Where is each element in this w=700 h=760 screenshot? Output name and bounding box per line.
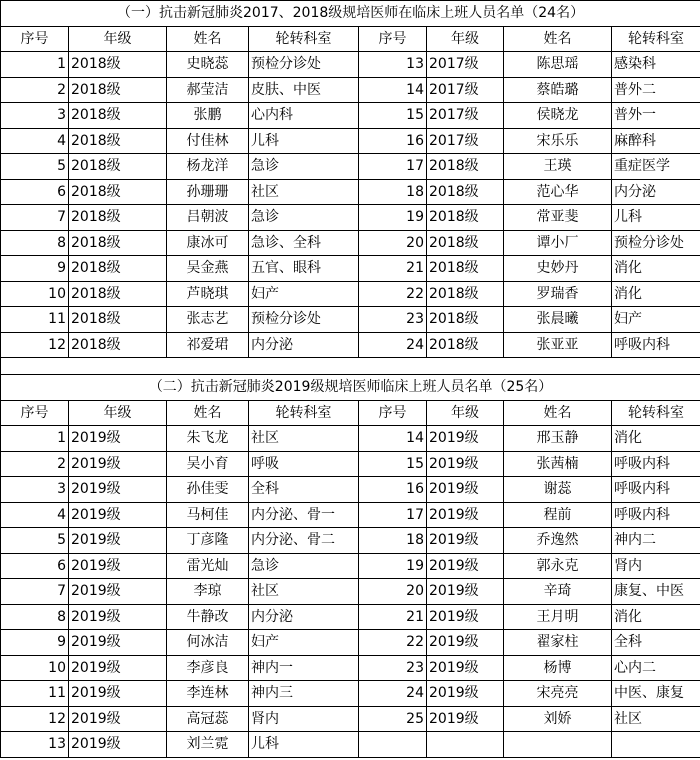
department-cell: 儿科	[249, 732, 359, 758]
column-header: 年级	[427, 400, 504, 426]
grade-cell: 2018级	[427, 307, 504, 333]
department-cell: 妇产	[249, 281, 359, 307]
department-cell: 重症医学	[612, 154, 700, 180]
row-number: 22	[359, 281, 427, 307]
department-cell: 急诊	[249, 205, 359, 231]
row-number: 8	[1, 230, 69, 256]
name-cell: 李连林	[167, 681, 249, 707]
row-number: 19	[359, 553, 427, 579]
header-row	[1, 400, 700, 426]
department-cell: 社区	[249, 579, 359, 605]
grade-cell: 2019级	[427, 579, 504, 605]
department-cell: 消化	[612, 256, 700, 282]
row-number: 10	[1, 281, 69, 307]
table-row	[1, 307, 700, 333]
name-cell: 张鹏	[167, 103, 249, 129]
row-number: 5	[1, 154, 69, 180]
row-number: 15	[359, 103, 427, 129]
row-number: 21	[359, 604, 427, 630]
grade-cell: 2019级	[69, 426, 167, 452]
name-cell: 芦晓琪	[167, 281, 249, 307]
name-cell: 丁彦隆	[167, 528, 249, 554]
column-header: 轮转科室	[249, 400, 359, 426]
name-cell: 翟家柱	[504, 630, 612, 656]
row-number: 23	[359, 307, 427, 333]
row-number: 19	[359, 205, 427, 231]
row-number: 14	[359, 77, 427, 103]
row-number: 14	[359, 426, 427, 452]
row-number: 12	[1, 332, 69, 358]
table-row	[1, 103, 700, 129]
column-header: 姓名	[504, 400, 612, 426]
department-cell: 感染科	[612, 52, 700, 78]
table-row	[1, 281, 700, 307]
name-cell: 刘娇	[504, 706, 612, 732]
name-cell: 何冰洁	[167, 630, 249, 656]
grade-cell: 2018级	[69, 77, 167, 103]
name-cell: 牛静改	[167, 604, 249, 630]
name-cell: 孙佳雯	[167, 477, 249, 503]
table-row	[1, 154, 700, 180]
department-cell: 神内二	[612, 528, 700, 554]
row-number: 6	[1, 179, 69, 205]
table-row	[1, 77, 700, 103]
name-cell: 范心华	[504, 179, 612, 205]
department-cell: 肾内	[249, 706, 359, 732]
department-cell: 全科	[612, 630, 700, 656]
department-cell: 预检分诊处	[612, 230, 700, 256]
grade-cell: 2018级	[427, 281, 504, 307]
grade-cell: 2018级	[427, 179, 504, 205]
name-cell	[504, 732, 612, 758]
column-header: 轮转科室	[612, 400, 700, 426]
grade-cell: 2019级	[69, 477, 167, 503]
row-number: 13	[359, 52, 427, 78]
spacer-cell	[1, 358, 700, 375]
grade-cell: 2019级	[427, 706, 504, 732]
row-number: 8	[1, 604, 69, 630]
section-title-row	[1, 1, 700, 27]
table-row	[1, 604, 700, 630]
grade-cell	[427, 732, 504, 758]
grade-cell: 2019级	[69, 502, 167, 528]
table-row	[1, 128, 700, 154]
grade-cell: 2018级	[69, 128, 167, 154]
grade-cell: 2017级	[427, 77, 504, 103]
grade-cell: 2018级	[69, 256, 167, 282]
column-header: 序号	[1, 26, 69, 52]
grade-cell: 2019级	[69, 451, 167, 477]
grade-cell: 2019级	[427, 502, 504, 528]
grade-cell: 2019级	[69, 732, 167, 758]
grade-cell: 2019级	[427, 477, 504, 503]
name-cell: 朱飞龙	[167, 426, 249, 452]
name-cell: 侯晓龙	[504, 103, 612, 129]
row-number: 2	[1, 451, 69, 477]
column-header: 姓名	[167, 26, 249, 52]
department-cell: 妇产	[249, 630, 359, 656]
table-row	[1, 230, 700, 256]
name-cell: 刘兰霓	[167, 732, 249, 758]
column-header: 姓名	[167, 400, 249, 426]
blank-row	[1, 358, 700, 375]
name-cell: 乔逸然	[504, 528, 612, 554]
name-cell: 吴小育	[167, 451, 249, 477]
column-header: 姓名	[504, 26, 612, 52]
row-number: 20	[359, 579, 427, 605]
grade-cell: 2019级	[427, 604, 504, 630]
department-cell: 肾内	[612, 553, 700, 579]
column-header: 轮转科室	[249, 26, 359, 52]
grade-cell: 2019级	[427, 426, 504, 452]
row-number: 25	[359, 706, 427, 732]
grade-cell: 2019级	[427, 630, 504, 656]
row-number: 5	[1, 528, 69, 554]
name-cell: 康冰可	[167, 230, 249, 256]
department-cell: 康复、中医	[612, 579, 700, 605]
row-number: 13	[1, 732, 69, 758]
department-cell: 内分泌、骨二	[249, 528, 359, 554]
name-cell: 付佳林	[167, 128, 249, 154]
row-number: 10	[1, 655, 69, 681]
row-number: 7	[1, 205, 69, 231]
department-cell: 内分泌	[249, 332, 359, 358]
department-cell: 神内一	[249, 655, 359, 681]
department-cell: 预检分诊处	[249, 307, 359, 333]
name-cell: 常亚斐	[504, 205, 612, 231]
department-cell: 全科	[249, 477, 359, 503]
table-row	[1, 256, 700, 282]
department-cell: 急诊	[249, 553, 359, 579]
grade-cell: 2018级	[427, 205, 504, 231]
row-number: 24	[359, 681, 427, 707]
department-cell: 社区	[612, 706, 700, 732]
name-cell: 李琼	[167, 579, 249, 605]
row-number: 7	[1, 579, 69, 605]
name-cell: 谭小厂	[504, 230, 612, 256]
grade-cell: 2017级	[427, 52, 504, 78]
name-cell: 李彦良	[167, 655, 249, 681]
table-row	[1, 681, 700, 707]
table-row	[1, 706, 700, 732]
grade-cell: 2018级	[69, 179, 167, 205]
grade-cell: 2017级	[427, 128, 504, 154]
row-number: 23	[359, 655, 427, 681]
name-cell: 宋乐乐	[504, 128, 612, 154]
table-row	[1, 553, 700, 579]
department-cell: 内分泌	[249, 604, 359, 630]
column-header: 序号	[1, 400, 69, 426]
grade-cell: 2018级	[69, 103, 167, 129]
department-cell: 社区	[249, 426, 359, 452]
row-number: 15	[359, 451, 427, 477]
row-number: 21	[359, 256, 427, 282]
name-cell: 张亚亚	[504, 332, 612, 358]
column-header: 年级	[69, 400, 167, 426]
name-cell: 杨博	[504, 655, 612, 681]
table-row	[1, 502, 700, 528]
department-cell	[612, 732, 700, 758]
row-number: 24	[359, 332, 427, 358]
name-cell: 郝莹洁	[167, 77, 249, 103]
name-cell: 程前	[504, 502, 612, 528]
grade-cell: 2019级	[427, 553, 504, 579]
department-cell: 心内二	[612, 655, 700, 681]
row-number: 17	[359, 502, 427, 528]
row-number: 18	[359, 179, 427, 205]
name-cell: 张茜楠	[504, 451, 612, 477]
table-row	[1, 52, 700, 78]
department-cell: 内分泌	[612, 179, 700, 205]
department-cell: 急诊、全科	[249, 230, 359, 256]
table-row	[1, 630, 700, 656]
grade-cell: 2018级	[69, 154, 167, 180]
table-row	[1, 655, 700, 681]
section-title-row	[1, 375, 700, 401]
department-cell: 内分泌、骨一	[249, 502, 359, 528]
column-header: 年级	[427, 26, 504, 52]
name-cell: 王瑛	[504, 154, 612, 180]
grade-cell: 2019级	[427, 681, 504, 707]
grade-cell: 2019级	[427, 528, 504, 554]
department-cell: 妇产	[612, 307, 700, 333]
grade-cell: 2018级	[69, 205, 167, 231]
row-number: 3	[1, 103, 69, 129]
grade-cell: 2019级	[69, 630, 167, 656]
name-cell: 史晓蕊	[167, 52, 249, 78]
department-cell: 普外一	[612, 103, 700, 129]
department-cell: 儿科	[249, 128, 359, 154]
grade-cell: 2019级	[69, 579, 167, 605]
name-cell: 蔡皓璐	[504, 77, 612, 103]
department-cell: 五官、眼科	[249, 256, 359, 282]
department-cell: 呼吸内科	[612, 477, 700, 503]
name-cell: 郭永克	[504, 553, 612, 579]
name-cell: 孙珊珊	[167, 179, 249, 205]
table-row	[1, 426, 700, 452]
grade-cell: 2019级	[427, 451, 504, 477]
department-cell: 消化	[612, 604, 700, 630]
grade-cell: 2019级	[427, 655, 504, 681]
name-cell: 辛琦	[504, 579, 612, 605]
grade-cell: 2017级	[427, 103, 504, 129]
department-cell: 消化	[612, 281, 700, 307]
row-number: 16	[359, 477, 427, 503]
grade-cell: 2019级	[69, 681, 167, 707]
row-number: 17	[359, 154, 427, 180]
grade-cell: 2019级	[69, 528, 167, 554]
name-cell: 宋亮亮	[504, 681, 612, 707]
row-number: 9	[1, 630, 69, 656]
department-cell: 社区	[249, 179, 359, 205]
row-number: 6	[1, 553, 69, 579]
grade-cell: 2019级	[69, 604, 167, 630]
grade-cell: 2018级	[69, 332, 167, 358]
department-cell: 急诊	[249, 154, 359, 180]
row-number: 16	[359, 128, 427, 154]
name-cell: 谢蕊	[504, 477, 612, 503]
department-cell: 神内三	[249, 681, 359, 707]
row-number: 4	[1, 502, 69, 528]
name-cell: 高冠蕊	[167, 706, 249, 732]
row-number: 18	[359, 528, 427, 554]
row-number: 9	[1, 256, 69, 282]
department-cell: 呼吸	[249, 451, 359, 477]
grade-cell: 2018级	[69, 230, 167, 256]
grade-cell: 2018级	[69, 281, 167, 307]
department-cell: 中医、康复	[612, 681, 700, 707]
grade-cell: 2018级	[427, 154, 504, 180]
name-cell: 史妙丹	[504, 256, 612, 282]
grade-cell: 2019级	[69, 553, 167, 579]
row-number: 11	[1, 681, 69, 707]
table-row	[1, 528, 700, 554]
department-cell: 普外二	[612, 77, 700, 103]
name-cell: 邢玉静	[504, 426, 612, 452]
table-row	[1, 451, 700, 477]
name-cell: 吕朝波	[167, 205, 249, 231]
table-row	[1, 179, 700, 205]
section-title: （一）抗击新冠肺炎2017、2018级规培医师在临床上班人员名单（24名）	[1, 1, 700, 27]
name-cell: 张志艺	[167, 307, 249, 333]
department-cell: 预检分诊处	[249, 52, 359, 78]
name-cell: 张晨曦	[504, 307, 612, 333]
column-header: 序号	[359, 400, 427, 426]
row-number: 22	[359, 630, 427, 656]
table-row	[1, 205, 700, 231]
grade-cell: 2018级	[427, 332, 504, 358]
row-number: 2	[1, 77, 69, 103]
row-number: 20	[359, 230, 427, 256]
department-cell: 皮肤、中医	[249, 77, 359, 103]
row-number: 1	[1, 52, 69, 78]
section-title: （二）抗击新冠肺炎2019级规培医师临床上班人员名单（25名）	[1, 375, 700, 401]
column-header: 年级	[69, 26, 167, 52]
grade-cell: 2018级	[69, 52, 167, 78]
department-cell: 麻醉科	[612, 128, 700, 154]
department-cell: 心内科	[249, 103, 359, 129]
department-cell: 呼吸内科	[612, 451, 700, 477]
name-cell: 王月明	[504, 604, 612, 630]
name-cell: 吴金燕	[167, 256, 249, 282]
table-row	[1, 477, 700, 503]
name-cell: 祁爱珺	[167, 332, 249, 358]
department-cell: 儿科	[612, 205, 700, 231]
grade-cell: 2019级	[69, 655, 167, 681]
row-number	[359, 732, 427, 758]
row-number: 4	[1, 128, 69, 154]
header-row	[1, 26, 700, 52]
grade-cell: 2018级	[427, 256, 504, 282]
row-number: 11	[1, 307, 69, 333]
name-cell: 马柯佳	[167, 502, 249, 528]
table-row	[1, 332, 700, 358]
department-cell: 呼吸内科	[612, 502, 700, 528]
name-cell: 雷光灿	[167, 553, 249, 579]
name-cell: 杨龙洋	[167, 154, 249, 180]
row-number: 3	[1, 477, 69, 503]
grade-cell: 2019级	[69, 706, 167, 732]
name-cell: 陈思瑶	[504, 52, 612, 78]
row-number: 1	[1, 426, 69, 452]
column-header: 轮转科室	[612, 26, 700, 52]
row-number: 12	[1, 706, 69, 732]
table-row	[1, 579, 700, 605]
grade-cell: 2018级	[427, 230, 504, 256]
name-cell: 罗瑞香	[504, 281, 612, 307]
department-cell: 消化	[612, 426, 700, 452]
column-header: 序号	[359, 26, 427, 52]
department-cell: 呼吸内科	[612, 332, 700, 358]
table-row	[1, 732, 700, 758]
grade-cell: 2018级	[69, 307, 167, 333]
